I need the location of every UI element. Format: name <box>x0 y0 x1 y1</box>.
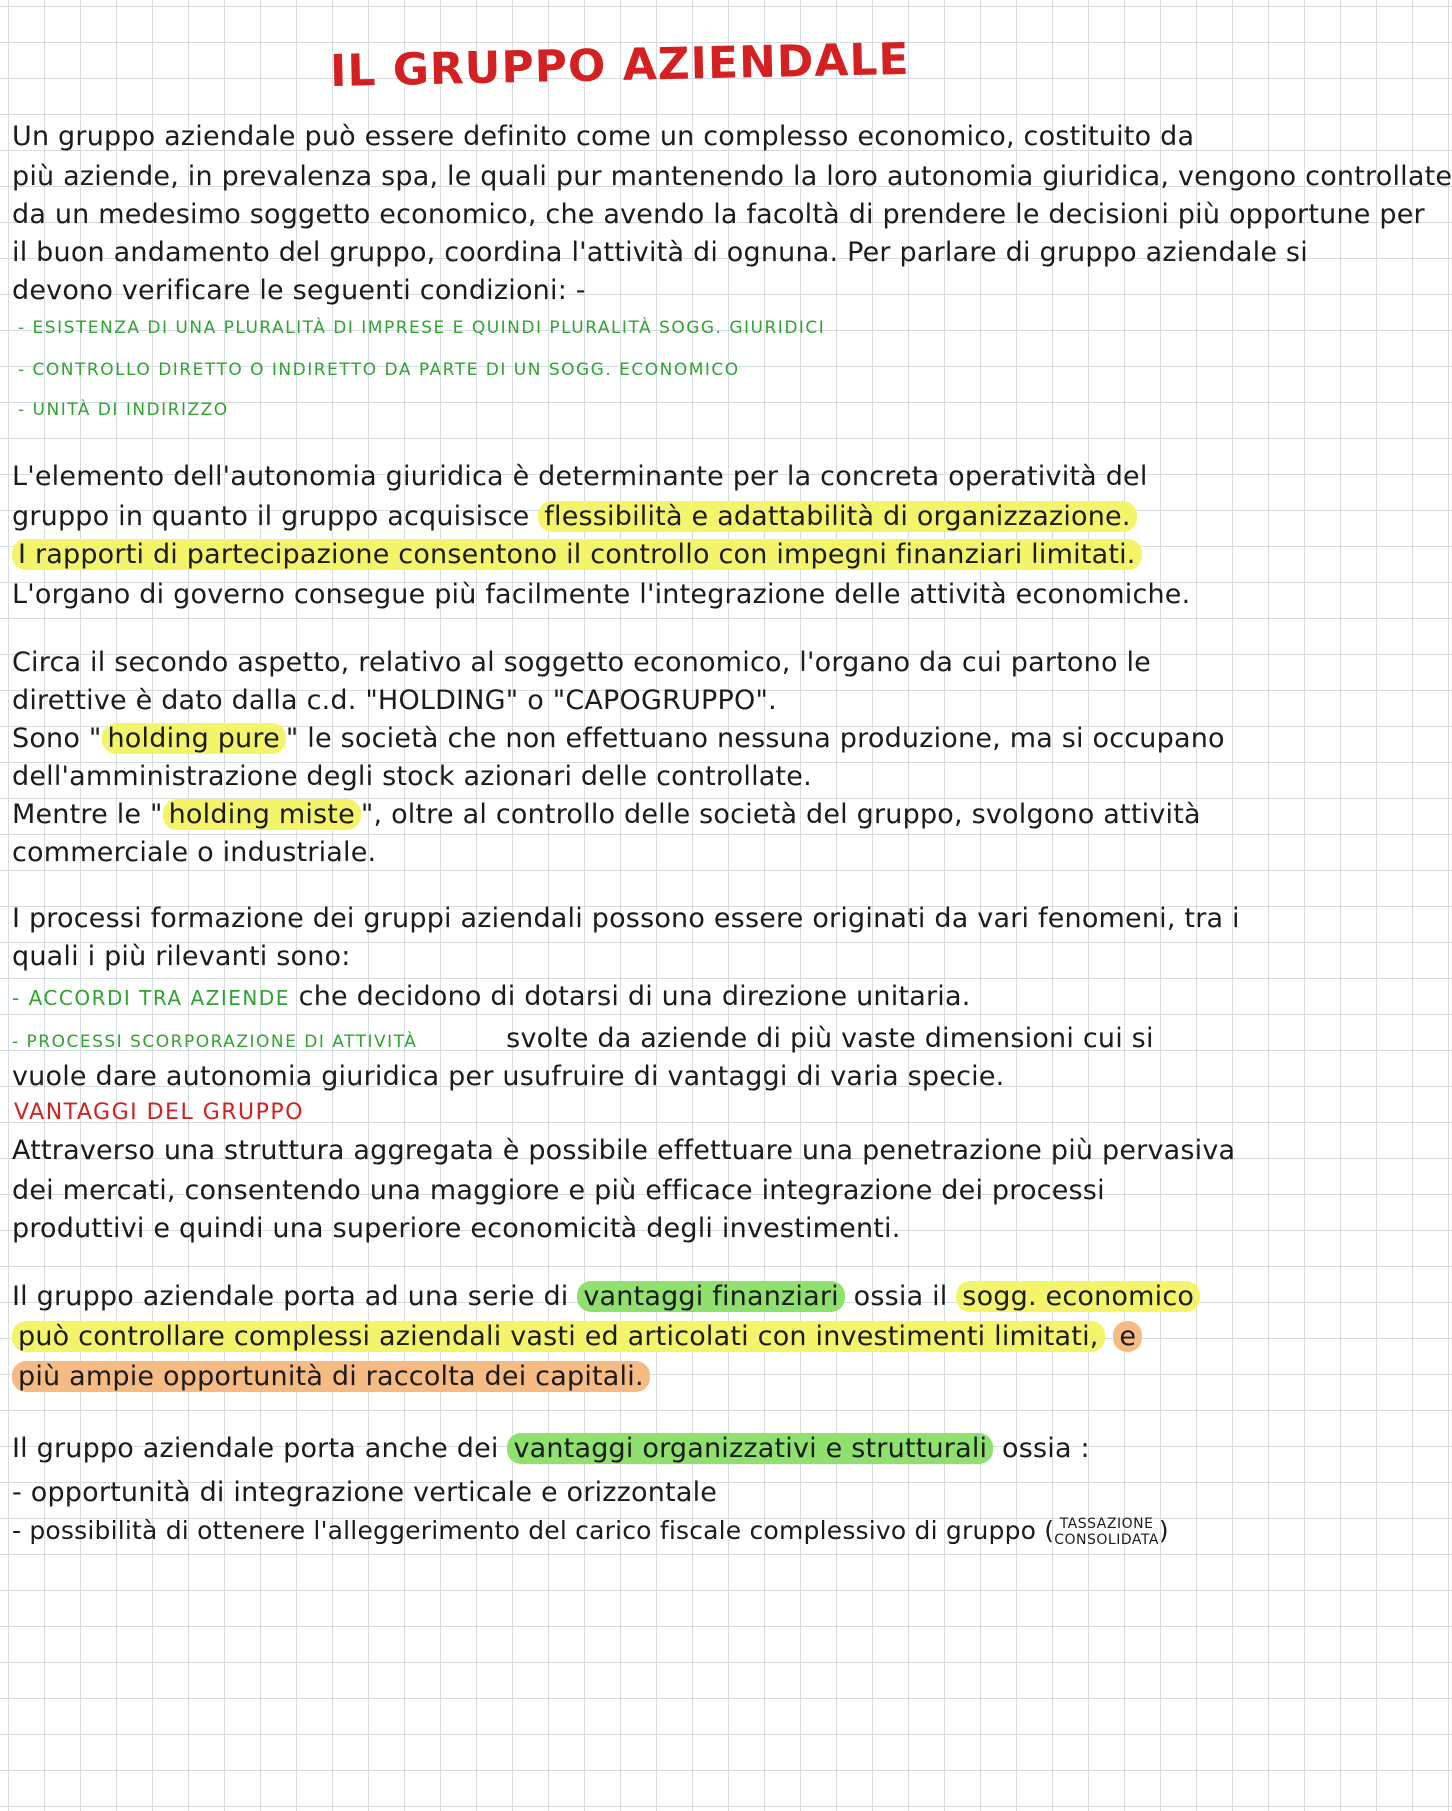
organizzativi-ossia: ossia : <box>993 1433 1090 1464</box>
organizzativi-line-1-pre: Il gruppo aziendale porta anche dei <box>12 1433 499 1464</box>
processi-scorporazione-desc: svolte da aziende di più vaste dimensioni cui si <box>506 1023 1154 1054</box>
organizzativi-line-1 <box>12 1432 1262 1466</box>
highlight-holding-pure: holding pure <box>102 723 286 754</box>
holding-line-4: dell'amministrazione degli stock azionari delle controllate. <box>12 761 812 792</box>
holding-line-1: Circa il secondo aspetto, relativo al soggetto economico, l'organo da cui partono le <box>12 647 1151 678</box>
highlight-holding-miste: holding miste <box>163 799 361 830</box>
vantaggi-heading: VANTAGGI DEL GRUPPO <box>14 1100 304 1125</box>
processi-accordi-desc: che decidono di dotarsi di una direzione unitaria. <box>289 981 971 1012</box>
consolidata-label: CONSOLIDATA <box>1054 1532 1159 1548</box>
highlight-rapporti: I rapporti di partecipazione consentono il controllo con impegni finanziari limitati. <box>12 539 1142 570</box>
autonomia-line-2-text: gruppo in quanto il gruppo acquisisce <box>12 501 530 532</box>
finanziari-line-1 <box>12 1280 1262 1314</box>
page-title: IL GRUPPO AZIENDALE <box>329 33 911 98</box>
autonomia-line-1: L'elemento dell'autonomia giuridica è determinante per la concreta operatività del <box>12 461 1148 492</box>
tassazione-consolidata-note <box>1054 1516 1159 1548</box>
highlight-flessibilita: flessibilità e adattabilità di organizzazione. <box>538 501 1136 532</box>
holding-line-3-post: " le società che non effettuano nessuna produzione, ma si occupano <box>285 723 1225 754</box>
condition-2: - CONTROLLO DIRETTO O INDIRETTO DA PARTE DI UN SOGG. ECONOMICO <box>18 360 740 380</box>
holding-line-5 <box>12 798 1262 832</box>
holding-line-3-pre: Sono " <box>12 723 102 754</box>
autonomia-line-2 <box>12 500 1262 534</box>
highlight-vantaggi-organizzativi: vantaggi organizzativi e strutturali <box>507 1433 993 1464</box>
organizzativi-line-2: - opportunità di integrazione verticale e orizzontale <box>12 1477 718 1508</box>
holding-line-2: direttive è dato dalla c.d. "HOLDING" o "CAPOGRUPPO". <box>12 685 777 716</box>
organizzativi-line-3-end: ) <box>1158 1516 1169 1545</box>
vantaggi-line-3: produttivi e quindi una superiore economicità degli investimenti. <box>12 1213 901 1244</box>
condition-3: - UNITÀ DI INDIRIZZO <box>18 400 229 420</box>
processi-line-1: I processi formazione dei gruppi aziendali possono essere originati da vari fenomeni, tra i <box>12 903 1240 934</box>
finanziari-line-3 <box>12 1360 1262 1394</box>
finanziari-line-2 <box>12 1320 1262 1354</box>
processi-line-2: quali i più rilevanti sono: <box>12 941 351 972</box>
holding-line-5-post: ", oltre al controllo delle società del gruppo, svolgono attività <box>360 799 1201 830</box>
highlight-controllare-complessi: può controllare complessi aziendali vasti ed articolati con investimenti limitati, <box>12 1321 1105 1352</box>
highlight-raccolta-capitali: più ampie opportunità di raccolta dei capitali. <box>12 1361 650 1392</box>
processi-scorporazione: - PROCESSI SCORPORAZIONE DI ATTIVITÀ <box>12 1032 418 1052</box>
finanziari-line-1-pre: Il gruppo aziendale porta ad una serie di <box>12 1281 569 1312</box>
processi-line-5: vuole dare autonomia giuridica per usufruire di vantaggi di varia specie. <box>12 1061 1005 1092</box>
processi-accordi: - ACCORDI TRA AZIENDE <box>12 986 290 1010</box>
processi-line-4 <box>12 1022 1262 1059</box>
highlight-sogg-economico: sogg. economico <box>956 1281 1200 1312</box>
intro-line-2: più aziende, in prevalenza spa, le quali pur mantenendo la loro autonomia giuridica, vengono controllate <box>12 161 1452 192</box>
holding-line-3 <box>12 722 1262 756</box>
intro-line-1: Un gruppo aziendale può essere definito come un complesso economico, costituito da <box>12 121 1195 152</box>
vantaggi-line-2: dei mercati, consentendo una maggiore e più efficace integrazione dei processi <box>12 1175 1105 1206</box>
processi-line-3 <box>12 980 1262 1015</box>
highlight-e: e <box>1113 1321 1142 1352</box>
finanziari-ossia: ossia il <box>844 1281 957 1312</box>
highlight-vantaggi-finanziari: vantaggi finanziari <box>577 1281 845 1312</box>
autonomia-line-4: L'organo di governo consegue più facilmente l'integrazione delle attività economiche. <box>12 579 1191 610</box>
organizzativi-line-3 <box>12 1514 1262 1548</box>
intro-line-5: devono verificare le seguenti condizioni: - <box>12 275 586 306</box>
holding-line-6: commerciale o industriale. <box>12 837 377 868</box>
vantaggi-line-1: Attraverso una struttura aggregata è possibile effettuare una penetrazione più pervasiva <box>12 1135 1236 1166</box>
autonomia-line-3 <box>12 538 1262 572</box>
intro-line-3: da un medesimo soggetto economico, che avendo la facoltà di prendere le decisioni più opportune per <box>12 199 1425 230</box>
tassazione-label: TASSAZIONE <box>1059 1516 1154 1532</box>
intro-line-4: il buon andamento del gruppo, coordina l'attività di ognuna. Per parlare di gruppo aziendale si <box>12 237 1308 268</box>
holding-line-5-pre: Mentre le " <box>12 799 163 830</box>
organizzativi-line-3-text: - possibilità di ottenere l'alleggerimento del carico fiscale complessivo di gruppo ( <box>12 1516 1055 1545</box>
condition-1: - ESISTENZA DI UNA PLURALITÀ DI IMPRESE E QUINDI PLURALITÀ SOGG. GIURIDICI <box>18 318 826 338</box>
